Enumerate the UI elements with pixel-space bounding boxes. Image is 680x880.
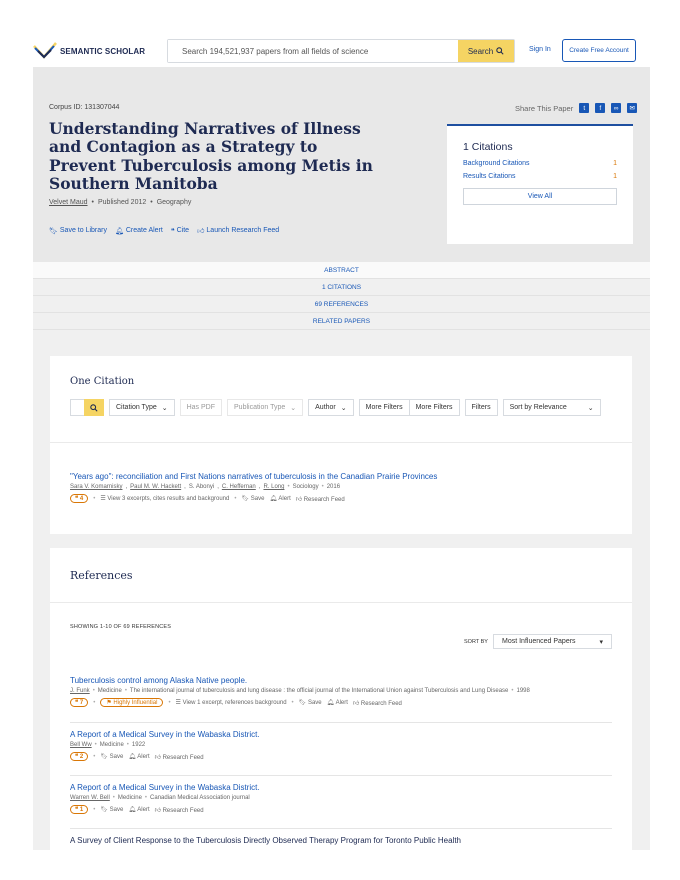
view-all-button[interactable]: View All bbox=[463, 188, 617, 205]
sort-value: Most Influenced Papers bbox=[502, 638, 576, 645]
bell-icon: 🔔︎ bbox=[128, 807, 138, 813]
author-link[interactable]: R. Long bbox=[263, 484, 285, 490]
reference-meta bbox=[70, 795, 612, 801]
citation-count: 2 bbox=[79, 753, 84, 760]
citations-heading: One Citation bbox=[70, 376, 135, 387]
paper-meta bbox=[49, 199, 191, 206]
search-button[interactable] bbox=[458, 40, 514, 62]
references-heading: References bbox=[70, 569, 133, 582]
semantic-scholar-logo[interactable] bbox=[33, 42, 161, 60]
citation-count: 1 bbox=[79, 806, 84, 813]
tab-abstract[interactable]: ABSTRACT bbox=[33, 262, 650, 279]
citation-count-badge[interactable]: ❝ 7 bbox=[70, 698, 88, 707]
filters-button[interactable] bbox=[465, 399, 498, 416]
thumbs-up-icon: 👍︎ bbox=[154, 754, 163, 761]
search-button-label: Search bbox=[467, 46, 494, 56]
tab-citations[interactable]: 1 CITATIONS bbox=[33, 279, 650, 296]
bookmark-icon: 🔖︎ bbox=[241, 496, 251, 502]
citation-count: 4 bbox=[79, 495, 84, 502]
separator: , bbox=[184, 484, 186, 490]
citation-type-filter[interactable] bbox=[109, 399, 175, 416]
influential-label: Highly Influential bbox=[113, 699, 158, 706]
thumbs-up-icon: 👍︎ bbox=[295, 496, 304, 503]
alert-button[interactable] bbox=[327, 699, 348, 706]
citation-sort-select[interactable] bbox=[503, 399, 601, 416]
link-icon[interactable]: ∞ bbox=[611, 103, 621, 113]
cite-label: Cite bbox=[176, 227, 190, 234]
divider bbox=[70, 828, 612, 829]
meta-dot: • bbox=[321, 484, 324, 490]
save-button[interactable] bbox=[299, 699, 322, 706]
bell-icon: 🔔︎ bbox=[269, 496, 279, 502]
excerpts-link[interactable] bbox=[100, 495, 229, 502]
citations-section bbox=[50, 356, 632, 534]
field-of-study: Medicine bbox=[97, 688, 122, 694]
research-feed-button[interactable] bbox=[155, 806, 204, 814]
separator: , bbox=[125, 484, 128, 490]
feed-label: Launch Research Feed bbox=[206, 227, 280, 234]
field-of-study: Geography bbox=[156, 199, 192, 206]
citation-row-label: Background Citations bbox=[463, 160, 530, 167]
excerpts-label: View 1 excerpt, references background bbox=[182, 700, 287, 706]
meta-dot: • bbox=[93, 806, 96, 813]
author-link[interactable]: Sara V. Komarnisky bbox=[70, 484, 123, 490]
save-button[interactable] bbox=[100, 753, 123, 760]
create-alert-button[interactable] bbox=[115, 226, 163, 235]
quote-icon: ❝ bbox=[170, 227, 175, 235]
more-filters-button[interactable] bbox=[359, 399, 410, 416]
citations-count-heading: 1 Citations bbox=[463, 141, 513, 153]
bookmark-icon: 🔖︎ bbox=[49, 227, 58, 235]
citation-filters bbox=[70, 399, 601, 416]
paper-actions bbox=[49, 226, 279, 235]
chevron-down-icon: ⌄ bbox=[587, 404, 594, 412]
feed-label: Research Feed bbox=[162, 754, 204, 761]
save-button[interactable] bbox=[241, 495, 264, 502]
search-icon bbox=[90, 404, 98, 412]
thumbs-up-icon: 👍︎ bbox=[154, 807, 163, 814]
save-label: Save bbox=[109, 807, 124, 813]
list-icon: ☰ bbox=[100, 496, 108, 502]
meta-dot: • bbox=[124, 688, 127, 694]
alert-button[interactable] bbox=[128, 753, 149, 760]
author-link[interactable]: Velvet Maud bbox=[49, 199, 88, 206]
alert-label: Alert bbox=[335, 700, 348, 706]
divider bbox=[70, 775, 612, 776]
reference-title-link[interactable]: Tuberculosis control among Alaska Native people. bbox=[70, 676, 248, 685]
divider bbox=[70, 722, 612, 723]
thumbs-up-icon: 👍︎ bbox=[352, 700, 361, 707]
chevron-down-icon: ⌄ bbox=[340, 404, 347, 412]
filter-label: Author bbox=[315, 404, 336, 411]
reference-actions bbox=[70, 752, 612, 761]
reference-title-link[interactable]: A Survey of Client Response to the Tuberculosis Directly Observed Therapy Program for Toronto Public Health bbox=[70, 836, 462, 845]
save-label: Save to Library bbox=[59, 227, 107, 234]
alert-label: Create Alert bbox=[125, 227, 163, 234]
meta-dot: • bbox=[168, 699, 171, 706]
citation-count-badge[interactable]: ❝ 1 bbox=[70, 805, 88, 814]
citation-count: 7 bbox=[79, 699, 84, 706]
alert-button[interactable] bbox=[128, 806, 149, 813]
year: 1922 bbox=[131, 742, 146, 748]
divider bbox=[50, 602, 632, 603]
references-section bbox=[50, 548, 632, 850]
top-bar bbox=[33, 36, 650, 66]
meta-dot: • bbox=[287, 484, 290, 490]
alert-label: Alert bbox=[137, 754, 150, 760]
bookmark-icon: 🔖︎ bbox=[298, 700, 308, 706]
reference-item bbox=[70, 836, 612, 845]
citation-row-label: Results Citations bbox=[463, 173, 516, 180]
venue: Canadian Medical Association journal bbox=[150, 795, 250, 801]
field-of-study: Medicine bbox=[117, 795, 142, 801]
bookmark-icon: 🔖︎ bbox=[100, 754, 110, 760]
facebook-icon[interactable]: f bbox=[595, 103, 605, 113]
research-feed-button[interactable] bbox=[296, 495, 345, 503]
alert-label: Alert bbox=[137, 807, 150, 813]
results-citations-row[interactable] bbox=[463, 173, 617, 180]
list-icon: ☰ bbox=[175, 700, 183, 706]
search-icon bbox=[496, 47, 504, 55]
twitter-icon[interactable]: t bbox=[579, 103, 589, 113]
venue: The international journal of tuberculosis and lung disease : the official journal of the International Union against Tuberculosis and Lung Disease bbox=[129, 688, 509, 694]
email-icon[interactable]: ✉ bbox=[627, 103, 637, 113]
citation-title-link[interactable]: "Years ago": reconciliation and First Nations narratives of tuberculosis in the Canadian Prairie Provinces bbox=[70, 472, 438, 481]
corpus-id: Corpus ID: 131307044 bbox=[49, 104, 120, 111]
create-account-button[interactable]: Create Free Account bbox=[562, 39, 636, 62]
citations-summary-card bbox=[447, 124, 633, 244]
filter-label: Citation Type bbox=[116, 404, 157, 411]
excerpts-link[interactable] bbox=[176, 699, 287, 706]
citation-meta bbox=[70, 484, 437, 490]
save-to-library-button[interactable] bbox=[49, 226, 107, 235]
meta-dot: • bbox=[234, 495, 237, 502]
tab-related-papers[interactable]: RELATED PAPERS bbox=[33, 313, 650, 330]
publication-type-filter[interactable] bbox=[227, 399, 303, 416]
save-label: Save bbox=[109, 754, 124, 760]
meta-dot: • bbox=[144, 795, 148, 801]
reference-item bbox=[70, 676, 612, 707]
citation-actions bbox=[70, 494, 437, 503]
tab-references[interactable]: 69 REFERENCES bbox=[33, 296, 650, 313]
highly-influential-badge bbox=[100, 698, 163, 707]
citation-row-count: 1 bbox=[613, 160, 617, 167]
filter-label: Has PDF bbox=[186, 404, 216, 411]
citation-row-count: 1 bbox=[613, 173, 617, 180]
author-link[interactable]: J. Funk bbox=[70, 688, 90, 694]
save-button[interactable] bbox=[100, 806, 123, 813]
bookmark-icon: 🔖︎ bbox=[100, 807, 110, 813]
alert-label: Alert bbox=[278, 496, 291, 502]
has-pdf-filter[interactable] bbox=[180, 399, 222, 416]
meta-dot: • bbox=[94, 742, 97, 748]
chevron-down-icon: ⌄ bbox=[161, 404, 168, 412]
author-link[interactable]: C. Heffernan bbox=[221, 484, 256, 490]
excerpts-label: View 3 excerpts, cites results and background bbox=[107, 496, 230, 502]
reference-actions bbox=[70, 698, 612, 707]
logo-text: SEMANTIC SCHOLAR bbox=[60, 46, 146, 56]
author-link[interactable]: Bell Ww bbox=[70, 742, 92, 748]
sort-by-label: SORT BY bbox=[464, 639, 488, 645]
field-of-study: Sociology bbox=[292, 484, 319, 490]
background-citations-row[interactable] bbox=[463, 160, 617, 167]
feed-label: Research Feed bbox=[360, 700, 402, 707]
alert-button[interactable] bbox=[269, 495, 290, 502]
research-feed-button[interactable] bbox=[197, 226, 279, 235]
more-filters-button[interactable] bbox=[410, 399, 460, 416]
meta-dot: • bbox=[91, 199, 94, 206]
meta-dot: • bbox=[291, 699, 294, 706]
chevron-down-icon: ⌄ bbox=[290, 404, 297, 412]
filter-label: Publication Type bbox=[234, 404, 286, 411]
published-date: Published 2012 bbox=[97, 199, 147, 206]
references-count: SHOWING 1-10 OF 69 REFERENCES bbox=[70, 624, 172, 630]
meta-dot: • bbox=[511, 688, 514, 694]
thumbs-up-icon: 👍︎ bbox=[197, 228, 205, 235]
bell-icon: 🔔︎ bbox=[128, 754, 138, 760]
meta-dot: • bbox=[112, 795, 115, 801]
meta-dot: • bbox=[150, 199, 153, 206]
separator: , bbox=[217, 484, 219, 490]
feed-label: Research Feed bbox=[162, 807, 204, 814]
reference-meta bbox=[70, 688, 612, 694]
separator: , bbox=[258, 484, 261, 490]
filter-label: Filters bbox=[471, 404, 491, 411]
reference-item bbox=[70, 730, 612, 761]
feed-label: Research Feed bbox=[303, 496, 345, 503]
citation-search-input[interactable] bbox=[70, 399, 84, 416]
author-filter[interactable] bbox=[308, 399, 354, 416]
research-feed-button[interactable] bbox=[353, 699, 402, 707]
citation-item bbox=[70, 472, 437, 503]
year: 1998 bbox=[516, 688, 530, 694]
sort-label: Sort by Relevance bbox=[509, 404, 567, 411]
sign-in-link[interactable]: Sign In bbox=[529, 46, 551, 53]
bell-icon: 🔔︎ bbox=[326, 700, 336, 706]
logo-icon bbox=[33, 42, 57, 60]
cite-button[interactable] bbox=[171, 226, 189, 235]
save-label: Save bbox=[307, 700, 322, 706]
influence-icon: ⚑ bbox=[106, 700, 114, 706]
meta-dot: • bbox=[126, 742, 129, 748]
caret-down-icon: ▾ bbox=[599, 638, 603, 646]
filter-label: More Filters bbox=[365, 404, 403, 411]
paper-title: Understanding Narratives of Illness and Contagion as a Strategy to Prevent Tuberculosis among Metis in Southern Manitoba bbox=[49, 119, 373, 193]
research-feed-button[interactable] bbox=[155, 753, 204, 761]
author-link[interactable]: Paul M. W. Hackett bbox=[130, 484, 182, 490]
year: 2016 bbox=[326, 484, 341, 490]
search-bar bbox=[167, 39, 515, 63]
field-of-study: Medicine bbox=[99, 742, 124, 748]
citation-count-badge[interactable]: ❝ 4 bbox=[70, 494, 88, 503]
meta-dot: • bbox=[93, 495, 96, 502]
share-section bbox=[515, 103, 637, 113]
filter-label: More Filters bbox=[415, 404, 453, 411]
meta-dot: • bbox=[93, 753, 96, 760]
section-tabs bbox=[33, 262, 650, 330]
save-label: Save bbox=[250, 496, 265, 502]
citation-search-button[interactable] bbox=[84, 399, 104, 416]
search-input[interactable] bbox=[168, 40, 458, 62]
divider bbox=[50, 442, 632, 443]
bell-icon: 🔔︎ bbox=[114, 227, 124, 235]
meta-dot: • bbox=[92, 688, 95, 694]
reference-title-link[interactable]: A Report of a Medical Survey in the Wabaska District. bbox=[70, 783, 260, 792]
reference-title-link[interactable]: A Report of a Medical Survey in the Wabaska District. bbox=[70, 730, 260, 739]
reference-sort-select[interactable] bbox=[493, 634, 612, 649]
reference-meta bbox=[70, 742, 612, 748]
citation-count-badge[interactable]: ❝ 2 bbox=[70, 752, 88, 761]
reference-actions bbox=[70, 805, 612, 814]
paper-header bbox=[33, 67, 650, 262]
meta-dot: • bbox=[93, 699, 96, 706]
author-link[interactable]: Warren W. Bell bbox=[70, 795, 110, 801]
author-name: S. Abonyi bbox=[188, 484, 215, 490]
reference-item bbox=[70, 783, 612, 814]
share-label: Share This Paper bbox=[515, 103, 574, 113]
